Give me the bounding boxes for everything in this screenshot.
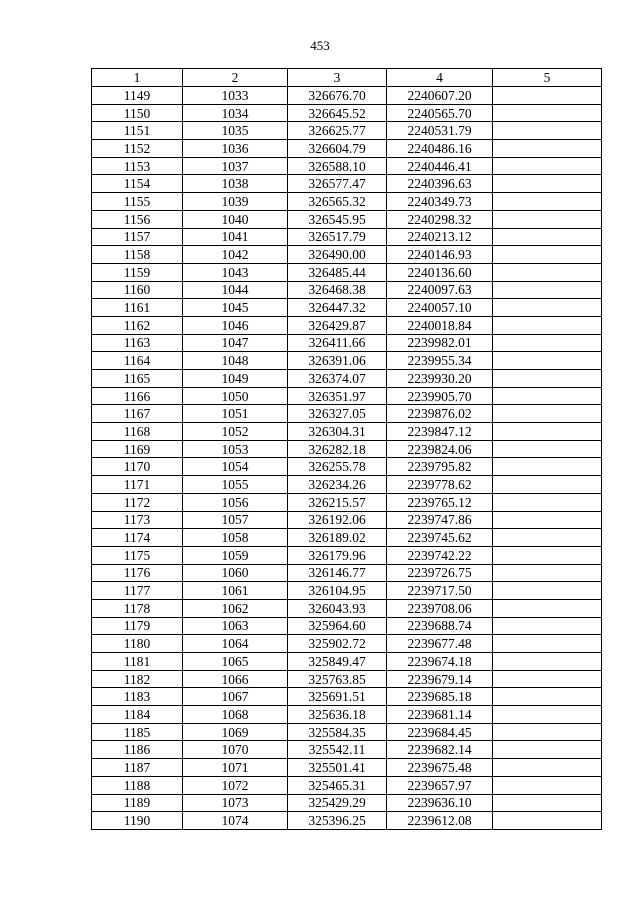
table-cell: 1043 [183, 263, 288, 281]
table-cell: 1159 [92, 263, 183, 281]
table-cell: 1069 [183, 723, 288, 741]
table-cell: 325465.31 [288, 776, 387, 794]
table-row [92, 635, 602, 653]
table-cell: 1176 [92, 564, 183, 582]
table-cell [493, 493, 602, 511]
table-cell [493, 476, 602, 494]
table-cell [493, 564, 602, 582]
table-cell: 1057 [183, 511, 288, 529]
table-cell: 1174 [92, 529, 183, 547]
table-cell: 1065 [183, 653, 288, 671]
table-row [92, 564, 602, 582]
table-cell: 1187 [92, 759, 183, 777]
table-cell [493, 352, 602, 370]
table-row [92, 263, 602, 281]
table-cell: 1056 [183, 493, 288, 511]
column-header: 4 [387, 69, 493, 87]
table-cell: 1152 [92, 140, 183, 158]
table-cell: 1048 [183, 352, 288, 370]
table-cell [493, 794, 602, 812]
table-cell: 2239824.06 [387, 440, 493, 458]
table-cell: 2239778.62 [387, 476, 493, 494]
table-cell [493, 653, 602, 671]
table-cell: 326588.10 [288, 157, 387, 175]
table-cell: 2239636.10 [387, 794, 493, 812]
table-cell: 1071 [183, 759, 288, 777]
table-cell: 2240213.12 [387, 228, 493, 246]
table-cell: 326391.06 [288, 352, 387, 370]
table-cell: 1157 [92, 228, 183, 246]
table-cell: 1189 [92, 794, 183, 812]
table-cell [493, 140, 602, 158]
table-cell: 1038 [183, 175, 288, 193]
table-cell [493, 104, 602, 122]
table-cell: 326215.57 [288, 493, 387, 511]
table-cell: 2240057.10 [387, 299, 493, 317]
table-cell [493, 706, 602, 724]
table-row [92, 122, 602, 140]
table-cell: 2240097.63 [387, 281, 493, 299]
table-cell [493, 387, 602, 405]
table-cell: 1074 [183, 812, 288, 830]
table-cell: 1150 [92, 104, 183, 122]
table-cell: 2240349.73 [387, 193, 493, 211]
table-cell: 1034 [183, 104, 288, 122]
table-cell: 326327.05 [288, 405, 387, 423]
table-row [92, 493, 602, 511]
table-cell: 326676.70 [288, 87, 387, 105]
table-cell: 1049 [183, 370, 288, 388]
table-cell: 1168 [92, 423, 183, 441]
table-row [92, 405, 602, 423]
table-cell: 2239679.14 [387, 670, 493, 688]
column-header: 2 [183, 69, 288, 87]
table-row [92, 511, 602, 529]
table-cell [493, 263, 602, 281]
table-cell: 1055 [183, 476, 288, 494]
table-row [92, 228, 602, 246]
page-number: 453 [310, 38, 330, 53]
table-row [92, 476, 602, 494]
table-cell: 326374.07 [288, 370, 387, 388]
table-cell: 1064 [183, 635, 288, 653]
table-cell: 2239726.75 [387, 564, 493, 582]
table-cell: 1054 [183, 458, 288, 476]
table-cell: 325542.11 [288, 741, 387, 759]
table-cell: 1156 [92, 210, 183, 228]
table-cell [493, 670, 602, 688]
table-cell [493, 511, 602, 529]
table-cell: 326104.95 [288, 582, 387, 600]
table-cell: 1162 [92, 316, 183, 334]
table-row [92, 529, 602, 547]
table-cell: 1178 [92, 599, 183, 617]
table-cell: 1051 [183, 405, 288, 423]
table-cell: 2239682.14 [387, 741, 493, 759]
table-row [92, 352, 602, 370]
table-cell: 325902.72 [288, 635, 387, 653]
table-cell [493, 316, 602, 334]
table-cell: 1036 [183, 140, 288, 158]
table-cell: 1058 [183, 529, 288, 547]
table-cell: 1068 [183, 706, 288, 724]
table-row [92, 670, 602, 688]
table-cell: 2239685.18 [387, 688, 493, 706]
table-row [92, 812, 602, 830]
table-cell: 1171 [92, 476, 183, 494]
table-cell: 325763.85 [288, 670, 387, 688]
table-row [92, 370, 602, 388]
table-cell: 325849.47 [288, 653, 387, 671]
table-row [92, 599, 602, 617]
column-header: 1 [92, 69, 183, 87]
table-cell: 1066 [183, 670, 288, 688]
table-cell: 1042 [183, 246, 288, 264]
table-cell: 2239675.48 [387, 759, 493, 777]
table-cell [493, 759, 602, 777]
table-row [92, 776, 602, 794]
table-cell: 2239742.22 [387, 546, 493, 564]
table-cell: 326351.97 [288, 387, 387, 405]
table-row [92, 316, 602, 334]
table-cell [493, 405, 602, 423]
table-cell: 1153 [92, 157, 183, 175]
table-cell: 1181 [92, 653, 183, 671]
table-cell: 1177 [92, 582, 183, 600]
table-cell: 326189.02 [288, 529, 387, 547]
table-row [92, 546, 602, 564]
table-cell [493, 246, 602, 264]
table-cell: 1172 [92, 493, 183, 511]
table-row [92, 706, 602, 724]
table-row [92, 87, 602, 105]
table-cell [493, 193, 602, 211]
table-cell: 2240146.93 [387, 246, 493, 264]
table-row [92, 458, 602, 476]
column-header: 3 [288, 69, 387, 87]
table-cell: 2240607.20 [387, 87, 493, 105]
table-cell: 1040 [183, 210, 288, 228]
table-cell: 1179 [92, 617, 183, 635]
table-row [92, 582, 602, 600]
table-cell: 326468.38 [288, 281, 387, 299]
table-row [92, 440, 602, 458]
table-cell [493, 228, 602, 246]
table-cell [493, 688, 602, 706]
table-cell: 2239677.48 [387, 635, 493, 653]
table-row [92, 423, 602, 441]
table-cell: 1061 [183, 582, 288, 600]
table-cell: 1184 [92, 706, 183, 724]
table-cell: 1158 [92, 246, 183, 264]
table-cell: 1169 [92, 440, 183, 458]
table-cell: 326545.95 [288, 210, 387, 228]
table-cell: 1073 [183, 794, 288, 812]
table-row [92, 387, 602, 405]
table-cell: 1155 [92, 193, 183, 211]
table-cell: 325584.35 [288, 723, 387, 741]
table-cell: 1166 [92, 387, 183, 405]
table-cell [493, 582, 602, 600]
table-cell [493, 617, 602, 635]
table-cell [493, 635, 602, 653]
table-cell: 2239681.14 [387, 706, 493, 724]
table-cell: 1173 [92, 511, 183, 529]
table-cell: 2240396.63 [387, 175, 493, 193]
table-row [92, 175, 602, 193]
table-cell: 2239745.62 [387, 529, 493, 547]
table-cell: 326447.32 [288, 299, 387, 317]
table-cell: 1154 [92, 175, 183, 193]
table-cell: 2240136.60 [387, 263, 493, 281]
table-cell [493, 175, 602, 193]
table-cell: 326255.78 [288, 458, 387, 476]
table-cell: 326043.93 [288, 599, 387, 617]
table-cell [493, 122, 602, 140]
table-cell: 1050 [183, 387, 288, 405]
coordinates-table [91, 68, 602, 830]
table-cell: 326577.47 [288, 175, 387, 193]
table-cell: 1183 [92, 688, 183, 706]
table-cell: 1037 [183, 157, 288, 175]
table-cell: 1039 [183, 193, 288, 211]
table-cell: 2239876.02 [387, 405, 493, 423]
table-cell [493, 741, 602, 759]
table-cell [493, 334, 602, 352]
table-row [92, 723, 602, 741]
table-cell: 1072 [183, 776, 288, 794]
table-cell [493, 529, 602, 547]
table-cell: 326234.26 [288, 476, 387, 494]
table-cell [493, 157, 602, 175]
table-cell: 1041 [183, 228, 288, 246]
table-cell: 326604.79 [288, 140, 387, 158]
table-cell: 2240486.16 [387, 140, 493, 158]
table-cell: 326625.77 [288, 122, 387, 140]
table-cell: 2239765.12 [387, 493, 493, 511]
table-cell: 325636.18 [288, 706, 387, 724]
table-cell: 325396.25 [288, 812, 387, 830]
table-row [92, 741, 602, 759]
table-cell: 2239847.12 [387, 423, 493, 441]
table-cell [493, 370, 602, 388]
column-header: 5 [493, 69, 602, 87]
table-cell: 2239657.97 [387, 776, 493, 794]
table-cell: 1167 [92, 405, 183, 423]
table-cell: 1165 [92, 370, 183, 388]
table-row [92, 334, 602, 352]
table-cell: 1164 [92, 352, 183, 370]
table-cell: 2239795.82 [387, 458, 493, 476]
table-cell: 2240531.79 [387, 122, 493, 140]
table-cell [493, 812, 602, 830]
table-row [92, 759, 602, 777]
table-cell: 1163 [92, 334, 183, 352]
table-cell: 325501.41 [288, 759, 387, 777]
table-row [92, 617, 602, 635]
table-cell: 326429.87 [288, 316, 387, 334]
table-cell: 1182 [92, 670, 183, 688]
table-cell [493, 776, 602, 794]
table-cell: 2240298.32 [387, 210, 493, 228]
table-cell: 2239955.34 [387, 352, 493, 370]
table-cell: 1160 [92, 281, 183, 299]
table-cell: 1044 [183, 281, 288, 299]
table-cell: 1185 [92, 723, 183, 741]
table-cell: 326304.31 [288, 423, 387, 441]
table-cell [493, 210, 602, 228]
table-cell: 326645.52 [288, 104, 387, 122]
table-cell: 2239612.08 [387, 812, 493, 830]
table-row [92, 246, 602, 264]
table-header-row [92, 69, 602, 87]
table-cell: 2239684.45 [387, 723, 493, 741]
table-cell: 1175 [92, 546, 183, 564]
table-cell: 1060 [183, 564, 288, 582]
table-cell: 1046 [183, 316, 288, 334]
table-cell: 1067 [183, 688, 288, 706]
table-row [92, 688, 602, 706]
table-cell: 2239930.20 [387, 370, 493, 388]
table-cell: 2239717.50 [387, 582, 493, 600]
table-cell: 2240018.84 [387, 316, 493, 334]
table-cell: 1070 [183, 741, 288, 759]
table-row [92, 794, 602, 812]
table-cell: 326179.96 [288, 546, 387, 564]
table-cell: 2239905.70 [387, 387, 493, 405]
table-cell [493, 87, 602, 105]
table-cell: 1149 [92, 87, 183, 105]
table-cell: 1180 [92, 635, 183, 653]
table-cell: 1186 [92, 741, 183, 759]
table-cell: 1063 [183, 617, 288, 635]
table-cell: 1161 [92, 299, 183, 317]
table-cell: 325964.60 [288, 617, 387, 635]
table-row [92, 157, 602, 175]
table-cell: 2239982.01 [387, 334, 493, 352]
table-cell: 2239747.86 [387, 511, 493, 529]
table-cell [493, 723, 602, 741]
table-cell [493, 423, 602, 441]
table-cell: 1033 [183, 87, 288, 105]
table-body [92, 87, 602, 830]
table-cell: 1035 [183, 122, 288, 140]
table-row [92, 281, 602, 299]
table-cell: 326146.77 [288, 564, 387, 582]
table-cell: 1188 [92, 776, 183, 794]
table-cell: 326485.44 [288, 263, 387, 281]
table-cell: 1045 [183, 299, 288, 317]
table-row [92, 193, 602, 211]
table-cell: 1059 [183, 546, 288, 564]
table-row [92, 299, 602, 317]
table-cell [493, 299, 602, 317]
table-cell: 2240565.70 [387, 104, 493, 122]
table-row [92, 653, 602, 671]
table-cell: 1062 [183, 599, 288, 617]
table-cell: 326565.32 [288, 193, 387, 211]
table-cell [493, 281, 602, 299]
table-cell: 1170 [92, 458, 183, 476]
table-cell: 325429.29 [288, 794, 387, 812]
table-cell: 2240446.41 [387, 157, 493, 175]
table-cell: 326282.18 [288, 440, 387, 458]
table-cell: 1151 [92, 122, 183, 140]
table-cell: 325691.51 [288, 688, 387, 706]
table-cell [493, 599, 602, 617]
table-cell: 2239708.06 [387, 599, 493, 617]
table-row [92, 210, 602, 228]
table-cell: 326517.79 [288, 228, 387, 246]
table-row [92, 104, 602, 122]
table-cell [493, 440, 602, 458]
table-cell: 2239674.18 [387, 653, 493, 671]
table-cell: 326490.00 [288, 246, 387, 264]
table-cell: 1190 [92, 812, 183, 830]
table-cell: 2239688.74 [387, 617, 493, 635]
table-cell: 1053 [183, 440, 288, 458]
table-cell [493, 546, 602, 564]
table-cell [493, 458, 602, 476]
table-cell: 1047 [183, 334, 288, 352]
table-cell: 326192.06 [288, 511, 387, 529]
table-cell: 326411.66 [288, 334, 387, 352]
table-cell: 1052 [183, 423, 288, 441]
table-row [92, 140, 602, 158]
